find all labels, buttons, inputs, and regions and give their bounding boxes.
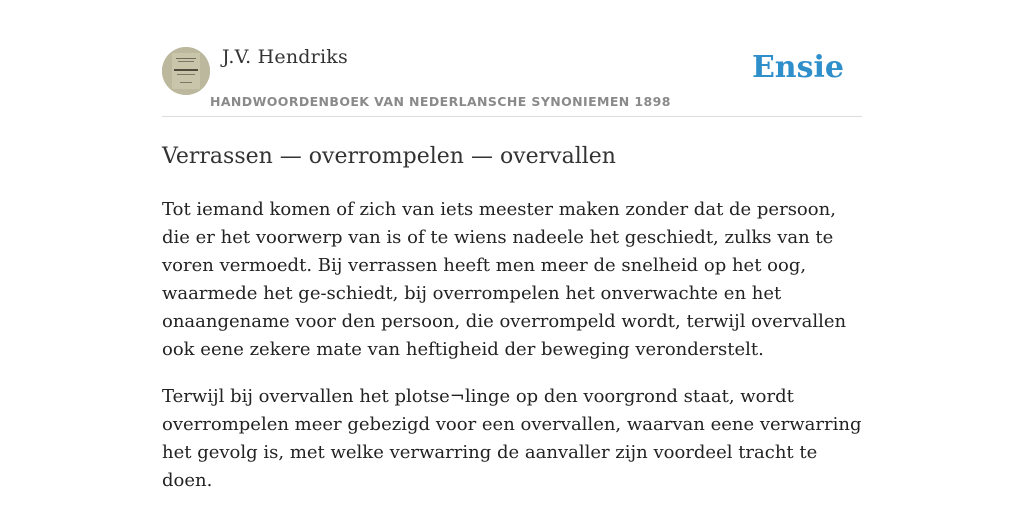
entry-paragraph-1: Tot iemand komen of zich van iets meester maken zonder dat de persoon, die er het voorwerp van is of te wiens nadeele het geschiedt, zulks van te voren vermoedt. Bij verrassen heeft men meer de snelheid op het oog, waarmede het ge-schiedt, bij overrompelen het onverwachte en het onaangename voor den persoon, die overrompeld wordt, terwijl overvallen ook eene zekere mate van heftigheid der beweging veronderstelt. <box>162 199 847 360</box>
entry-title: Verrassen — overrompelen — overvallen <box>162 144 616 169</box>
brand-logo[interactable]: Ensie <box>751 50 844 85</box>
book-cover-avatar[interactable] <box>162 47 210 95</box>
entry-header <box>162 38 862 117</box>
author-name[interactable]: J.V. Hendriks <box>222 46 348 68</box>
entry-card <box>162 38 862 495</box>
source-title[interactable]: HANDWOORDENBOEK VAN NEDERLANSCHE SYNONIEMEN 1898 <box>210 94 671 109</box>
entry-paragraph-2: Terwijl bij overvallen het plotse¬linge op den voorgrond staat, wordt overrompelen meer gebezigd voor een overvallen, waarvan eene verwarring het gevolg is, met welke verwarring de aanvaller zijn voordeel tracht te doen. <box>162 386 862 491</box>
